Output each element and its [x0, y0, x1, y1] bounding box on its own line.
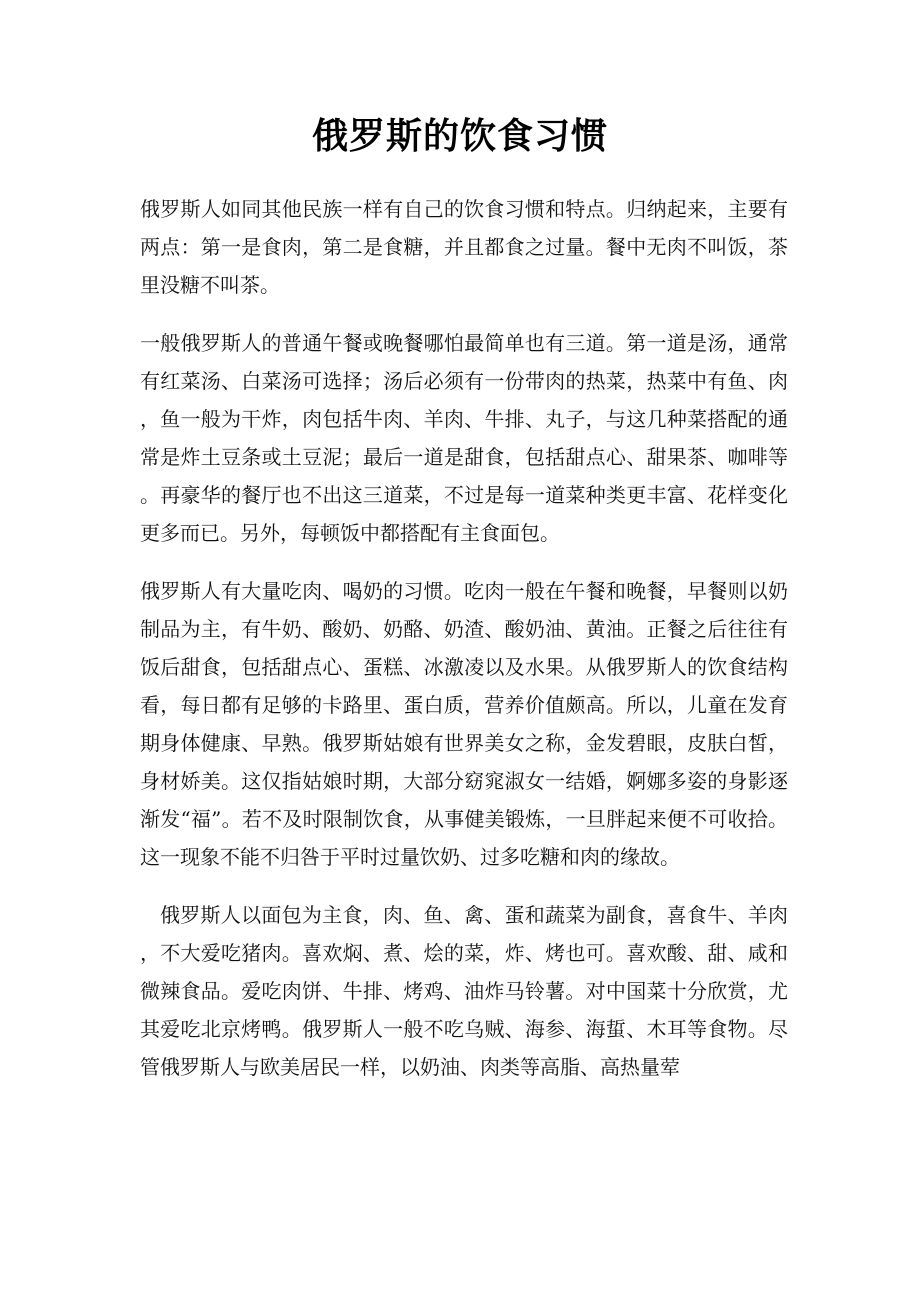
paragraph-4: 俄罗斯人以面包为主食，肉、鱼、禽、蛋和蔬菜为副食，喜食牛、羊肉，不大爱吃猪肉。喜欢焖、煮、烩的菜，炸、烤也可。喜欢酸、甜、咸和微辣食品。爱吃肉饼、牛排、烤鸡、油炸马铃薯。对中国菜十分欣赏，尤其爱吃北京烤鸭。俄罗斯人一般不吃乌贼、海参、海蜇、木耳等食物。尽管俄罗斯人与欧美居民一样，以奶油、肉类等高脂、高热量荤	[140, 903, 788, 1079]
document-title: 俄罗斯的饮食习惯	[311, 115, 608, 157]
paragraph-1: 俄罗斯人如同其他民族一样有自己的饮食习惯和特点。归纳起来，主要有两点：第一是食肉，第二是食糖，并且都食之过量。餐中无肉不叫饭，茶里没糖不叫茶。	[140, 197, 788, 297]
document-body	[140, 190, 788, 1106]
paragraph-3: 俄罗斯人有大量吃肉、喝奶的习惯。吃肉一般在午餐和晚餐，早餐则以奶制品为主，有牛奶、酸奶、奶酪、奶渣、酸奶油、黄油。正餐之后往往有饭后甜食，包括甜点心、蛋糕、冰激凌以及水果。从俄罗斯人的饮食结构看，每日都有足够的卡路里、蛋白质，营养价值颇高。所以，儿童在发育期身体健康、早熟。俄罗斯姑娘有世界美女之称，金发碧眼，皮肤白皙，身材娇美。这仅指姑娘时期，大部分窈窕淑女一结婚，婀娜多姿的身影逐渐发“福”。若不及时限制饮食，从事健美锻炼，一旦胖起来便不可收拾。这一现象不能不归咎于平时过量饮奶、过多吃糖和肉的缘故。	[140, 579, 788, 869]
paragraph-2: 一般俄罗斯人的普通午餐或晚餐哪怕最简单也有三道。第一道是汤，通常有红菜汤、白菜汤可选择；汤后必须有一份带肉的热菜，热菜中有鱼、肉，鱼一般为干炸，肉包括牛肉、羊肉、牛排、丸子，与这几种菜搭配的通常是炸土豆条或土豆泥；最后一道是甜食，包括甜点心、甜果茶、咖啡等。再豪华的餐厅也不出这三道菜，不过是每一道菜种类更丰富、花样变化更多而已。另外，每顿饭中都搭配有主食面包。	[140, 331, 788, 545]
